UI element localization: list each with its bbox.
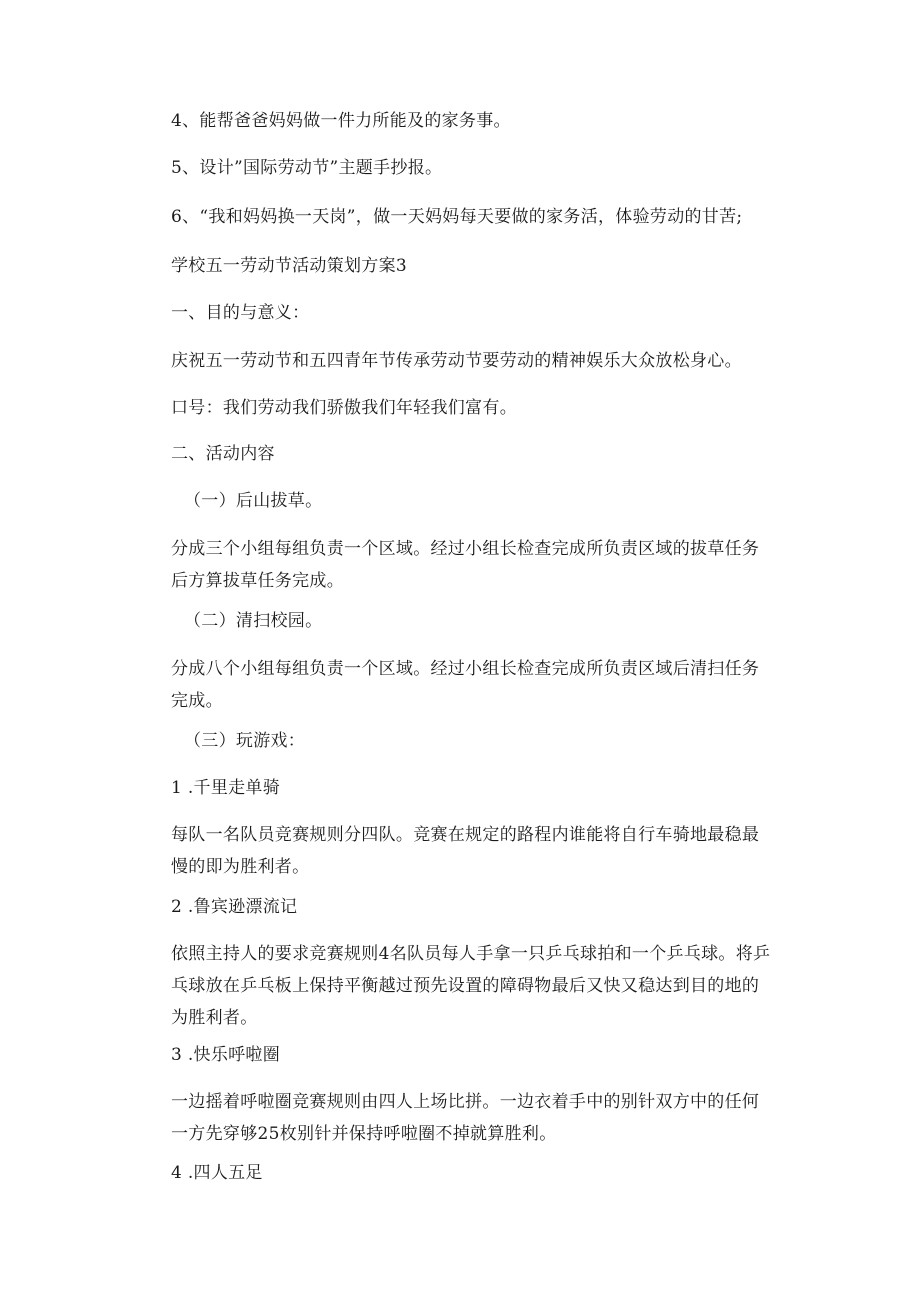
- game-3-description: 一边摇着呼啦圈竞赛规则由四人上场比拼。一边衣着手中的别针双方中的任何一方先穿够25枚别针并保持呼啦圈不掉就算胜利。: [171, 1092, 760, 1144]
- section-title: 学校五一劳动节活动策划方案3: [171, 256, 408, 276]
- subheading-weeding: （一）后山拔草。: [184, 491, 323, 511]
- game-1-title: 1 .千里走单骑: [171, 778, 281, 798]
- list-item-5: 5、设计”国际劳动节”主题手抄报。: [171, 158, 443, 178]
- heading-activities: 二、活动内容: [171, 444, 275, 464]
- paragraph-cleaning: 分成八个小组每组负责一个区域。经过小组长检查完成所负责区域后清扫任务完成。: [171, 659, 760, 711]
- game-1-description: 每队一名队员竞赛规则分四队。竞赛在规定的路程内谁能将自行车骑地最稳最慢的即为胜利者。: [171, 825, 760, 877]
- subheading-cleaning: （二）清扫校园。: [184, 611, 323, 631]
- game-2-title: 2 .鲁宾逊漂流记: [171, 897, 298, 917]
- game-3-title: 3 .快乐呼啦圈: [171, 1045, 281, 1065]
- game-2-description: 依照主持人的要求竞赛规则4名队员每人手拿一只乒乓球拍和一个乒乓球。将乒乓球放在乒乓板上保持平衡越过预先设置的障碍物最后又快又稳达到目的地的为胜利者。: [171, 944, 771, 1028]
- paragraph-purpose: 庆祝五一劳动节和五四青年节传承劳动节要劳动的精神娱乐大众放松身心。: [171, 351, 742, 371]
- paragraph-weeding: 分成三个小组每组负责一个区域。经过小组长检查完成所负责区域的拔草任务后方算拔草任务完成。: [171, 539, 760, 591]
- heading-purpose: 一、目的与意义：: [171, 303, 310, 323]
- list-item-4: 4、能帮爸爸妈妈做一件力所能及的家务事。: [171, 111, 511, 131]
- paragraph-slogan: 口号：我们劳动我们骄傲我们年轻我们富有。: [171, 398, 517, 418]
- subheading-games: （三）玩游戏：: [184, 731, 306, 751]
- game-4-title: 4 .四人五足: [171, 1163, 263, 1183]
- list-item-6: 6、“我和妈妈换一天岗”，做一天妈妈每天要做的家务活，体验劳动的甘苦;: [171, 207, 743, 227]
